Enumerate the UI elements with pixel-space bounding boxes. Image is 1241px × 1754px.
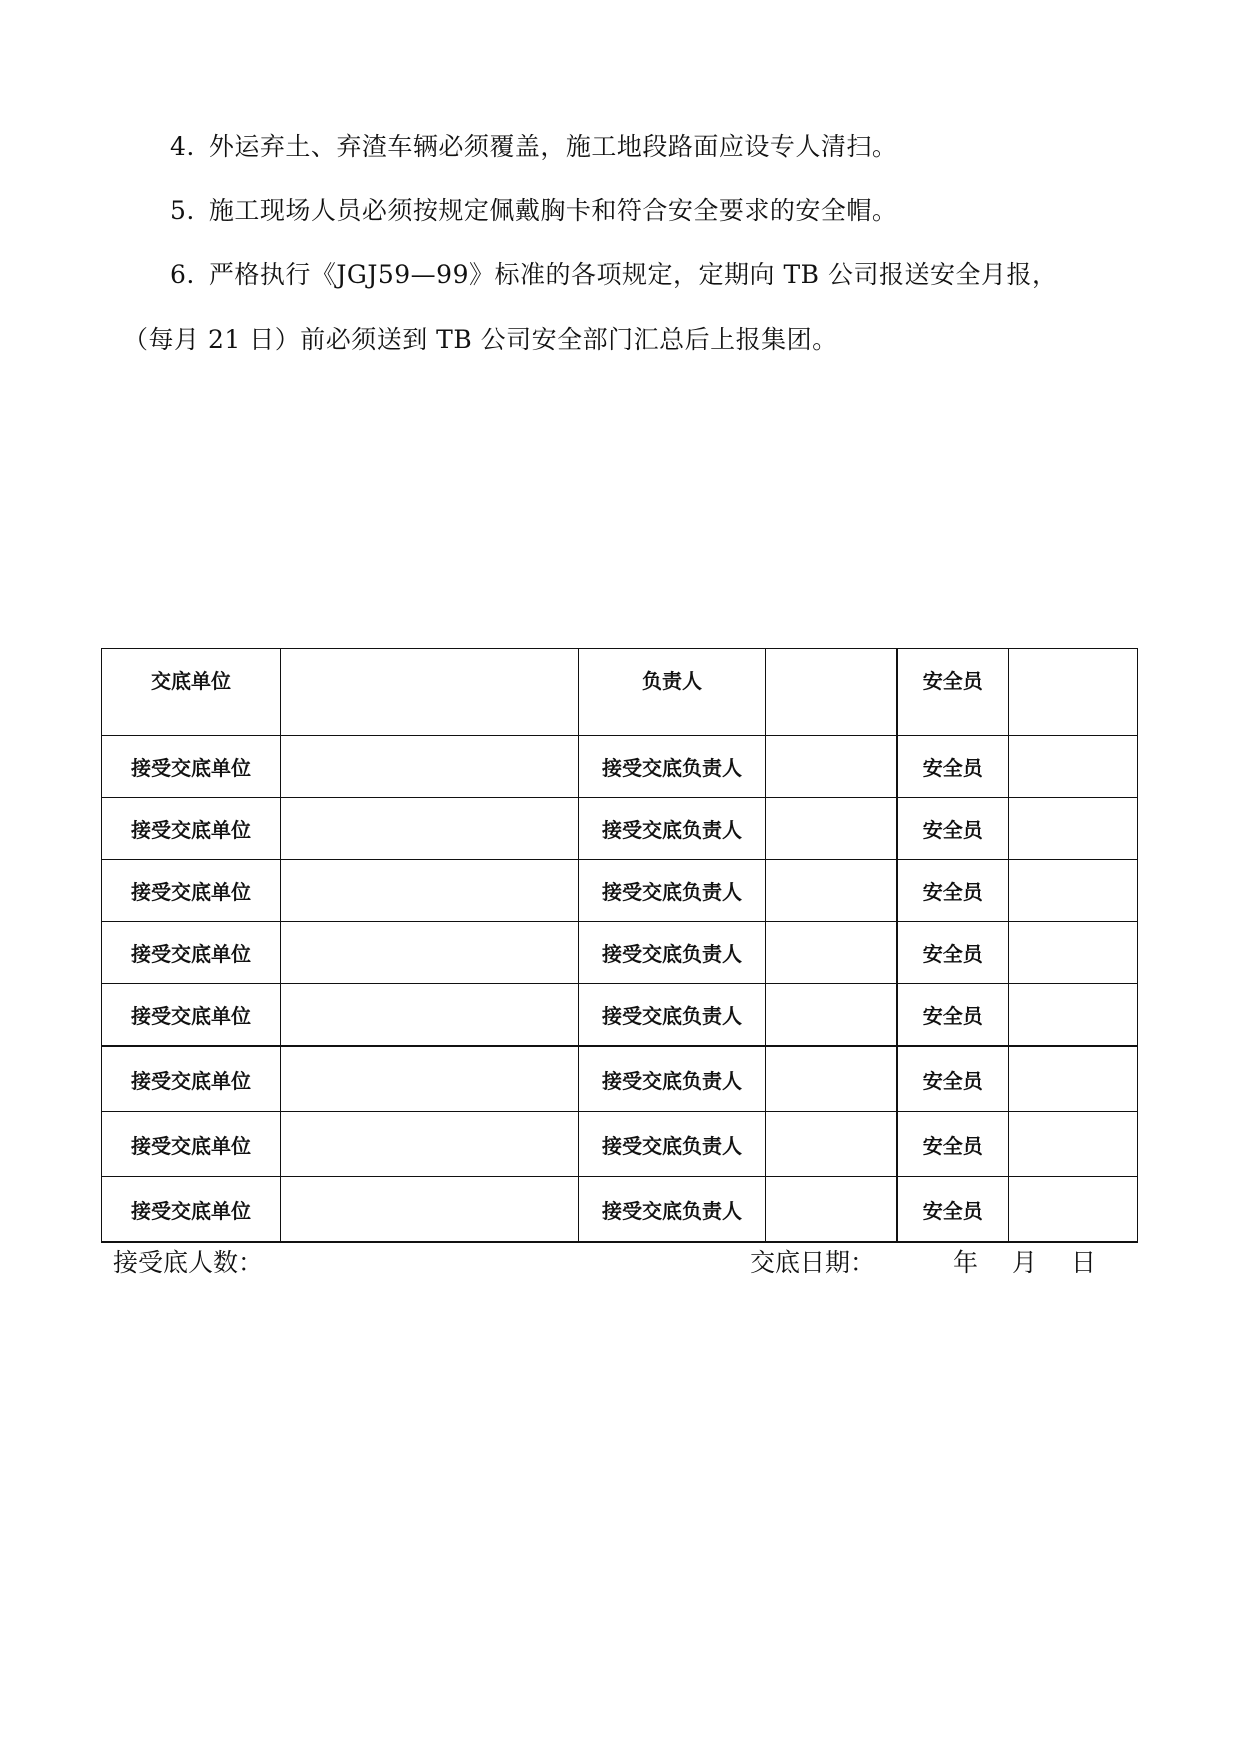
paragraph-number: 5. (170, 196, 195, 225)
safety-officer-field[interactable] (1009, 736, 1138, 798)
handover-unit-label: 交底单位 (102, 649, 281, 736)
receiving-unit-field[interactable] (281, 798, 579, 860)
handover-sign-table (101, 648, 1138, 1243)
receiving-leader-label: 接受交底负责人 (579, 736, 766, 798)
receiving-unit-field[interactable] (281, 1046, 579, 1112)
safety-officer-label: 安全员 (897, 1177, 1009, 1243)
date-day-label: 日 (1071, 1248, 1097, 1277)
receiving-unit-field[interactable] (281, 922, 579, 984)
receiving-unit-label: 接受交底单位 (102, 736, 281, 798)
safety-officer-field[interactable] (1009, 1046, 1138, 1112)
paragraph-text: 外运弃土、弃渣车辆必须覆盖，施工地段路面应设专人清扫。 (208, 132, 898, 161)
receiving-unit-label: 接受交底单位 (102, 860, 281, 922)
table-row (102, 1112, 1138, 1177)
table-row (102, 1177, 1138, 1243)
safety-officer-label: 安全员 (897, 922, 1009, 984)
paragraph-number: 6. (170, 260, 195, 289)
paragraph-text: 施工现场人员必须按规定佩戴胸卡和符合安全要求的安全帽。 (208, 196, 898, 225)
attendee-count-label: 接受底人数： (113, 1248, 264, 1277)
receiving-unit-field[interactable] (281, 860, 579, 922)
receiving-leader-label: 接受交底负责人 (579, 798, 766, 860)
safety-officer-label: 安全员 (897, 984, 1009, 1047)
safety-officer-label: 安全员 (897, 1046, 1009, 1112)
receiving-leader-label: 接受交底负责人 (579, 984, 766, 1047)
receiving-leader-field[interactable] (766, 860, 897, 922)
paragraph-item-6-continued (123, 325, 838, 355)
receiving-unit-label: 接受交底单位 (102, 798, 281, 860)
receiving-unit-field[interactable] (281, 1112, 579, 1177)
safety-officer-field[interactable] (1009, 798, 1138, 860)
handover-date-label: 交底日期： (750, 1248, 876, 1277)
receiving-unit-field[interactable] (281, 736, 579, 798)
receiving-unit-label: 接受交底单位 (102, 1112, 281, 1177)
safety-officer-field[interactable] (1009, 1112, 1138, 1177)
receiving-leader-field[interactable] (766, 1112, 897, 1177)
safety-officer-label: 安全员 (897, 860, 1009, 922)
receiving-unit-field[interactable] (281, 1177, 579, 1243)
paragraph-item-6 (170, 260, 1057, 290)
paragraph-text: 严格执行《JGJ59—99》标准的各项规定，定期向 TB 公司报送安全月报， (208, 260, 1058, 289)
receiving-unit-field[interactable] (281, 984, 579, 1047)
receiving-unit-label: 接受交底单位 (102, 984, 281, 1047)
handover-leader-label: 负责人 (579, 649, 766, 736)
receiving-leader-field[interactable] (766, 798, 897, 860)
receiving-leader-label: 接受交底负责人 (579, 922, 766, 984)
safety-officer-field[interactable] (1009, 922, 1138, 984)
safety-officer-field[interactable] (1009, 860, 1138, 922)
paragraph-number: 4. (170, 132, 195, 161)
safety-officer-label: 安全员 (897, 649, 1009, 736)
receiving-leader-field[interactable] (766, 1046, 897, 1112)
receiving-leader-label: 接受交底负责人 (579, 1177, 766, 1243)
table-row (102, 984, 1138, 1047)
table-row-header (102, 649, 1138, 736)
date-year-label: 年 (953, 1248, 979, 1277)
table-row (102, 860, 1138, 922)
receiving-leader-field[interactable] (766, 1177, 897, 1243)
table-row (102, 922, 1138, 984)
safety-officer-field[interactable] (1009, 1177, 1138, 1243)
receiving-leader-label: 接受交底负责人 (579, 860, 766, 922)
receiving-unit-label: 接受交底单位 (102, 1046, 281, 1112)
receiving-leader-label: 接受交底负责人 (579, 1112, 766, 1177)
table-row (102, 798, 1138, 860)
receiving-leader-field[interactable] (766, 984, 897, 1047)
receiving-unit-label: 接受交底单位 (102, 922, 281, 984)
receiving-leader-field[interactable] (766, 922, 897, 984)
safety-officer-label: 安全员 (897, 736, 1009, 798)
safety-officer-field[interactable] (1009, 984, 1138, 1047)
safety-officer-field[interactable] (1009, 649, 1138, 736)
receiving-leader-field[interactable] (766, 736, 897, 798)
date-month-label: 月 (1012, 1248, 1038, 1277)
receiving-unit-label: 接受交底单位 (102, 1177, 281, 1243)
table-row (102, 736, 1138, 798)
receiving-leader-label: 接受交底负责人 (579, 1046, 766, 1112)
table-row (102, 1046, 1138, 1112)
paragraph-item-4 (170, 132, 897, 162)
safety-officer-label: 安全员 (897, 798, 1009, 860)
paragraph-text: （每月 21 日）前必须送到 TB 公司安全部门汇总后上报集团。 (123, 325, 838, 354)
handover-leader-field[interactable] (766, 649, 897, 736)
safety-officer-label: 安全员 (897, 1112, 1009, 1177)
paragraph-item-5 (170, 196, 897, 226)
handover-unit-field[interactable] (281, 649, 579, 736)
